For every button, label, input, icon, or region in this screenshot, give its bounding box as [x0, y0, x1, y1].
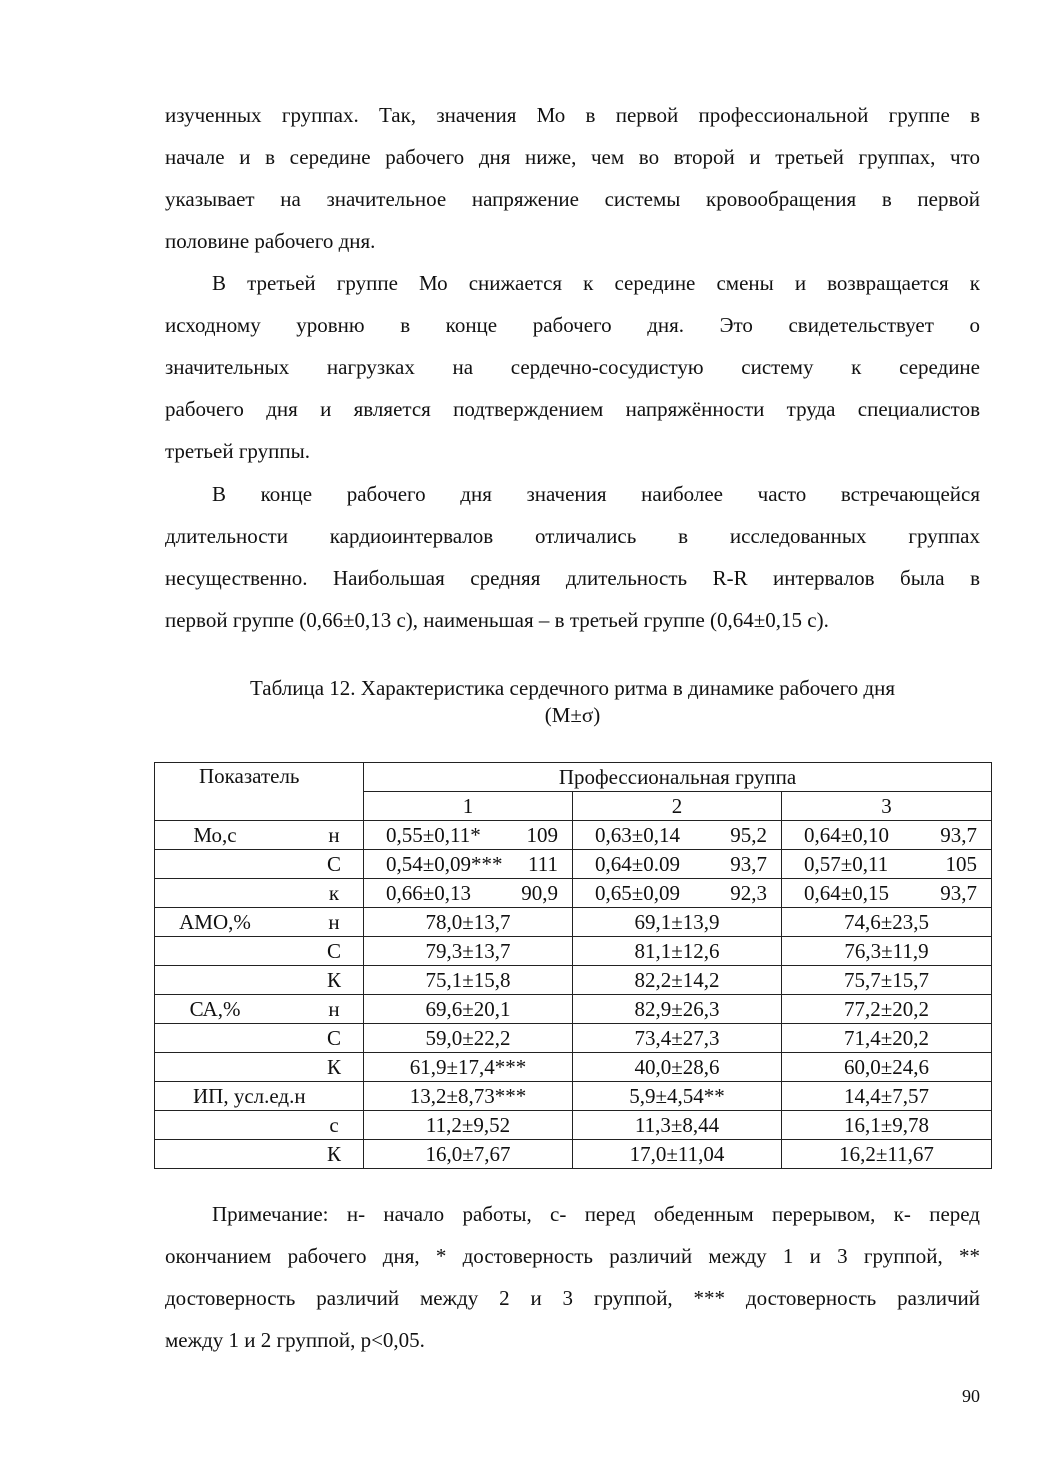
group-2-value-cell: 82,2±14,2 [573, 966, 782, 995]
text-line: половине рабочего дня. [165, 229, 376, 253]
table-row [155, 1082, 992, 1111]
value: 0,57±0,11 [804, 852, 889, 876]
group-3-value-cell [782, 879, 992, 908]
percent-value: 93,7 [940, 881, 978, 905]
page-number: 90 [962, 1386, 980, 1406]
group-3-value-cell: 74,6±23,5 [782, 908, 992, 937]
group-2-value-cell: 17,0±11,04 [573, 1140, 782, 1169]
group-2-value-cell: 5,9±4,54** [573, 1082, 782, 1111]
group-1-value-cell [364, 850, 573, 879]
value: 0,64±0,15 [804, 881, 890, 905]
group-3-value-cell: 75,7±15,7 [782, 966, 992, 995]
group-3-value-cell: 16,2±11,67 [782, 1140, 992, 1169]
group-1-value-cell: 11,2±9,52 [364, 1111, 573, 1140]
group-1-value-cell: 59,0±22,2 [364, 1024, 573, 1053]
group-2-value-cell: 69,1±13,9 [573, 908, 782, 937]
indicator-cell [155, 850, 364, 879]
table-row [155, 1140, 992, 1169]
table-header-row [155, 763, 992, 792]
group-1-value-cell: 16,0±7,67 [364, 1140, 573, 1169]
time-point-label: С [326, 939, 341, 963]
indicator-cell [155, 995, 364, 1024]
text-line: В третьей группе Мо снижается к середине смены и возвращается к [212, 271, 980, 295]
indicator-cell [155, 937, 364, 966]
caption-line: Таблица 12. Характеристика сердечного ритма в динамике рабочего дня [249, 676, 896, 700]
indicator-cell [155, 1111, 364, 1140]
paragraph-2 [165, 262, 980, 472]
table-caption [155, 675, 990, 729]
indicator-label: ИП, усл.ед.н [193, 1084, 306, 1108]
text-line: изученных группах. Так, значения Мо в первой профессиональной группе в [165, 103, 980, 127]
group-2-value-cell: 73,4±27,3 [573, 1024, 782, 1053]
time-point-label: С [326, 1026, 341, 1050]
data-table [154, 762, 992, 1169]
group-3-value-cell: 14,4±7,57 [782, 1082, 992, 1111]
group-2-value-cell: 81,1±12,6 [573, 937, 782, 966]
table-row [155, 908, 992, 937]
time-point-label: н [328, 823, 340, 847]
table-row [155, 1024, 992, 1053]
indicator-cell [155, 1024, 364, 1053]
percent-value: 93,7 [940, 823, 978, 847]
text-line: рабочего дня и является подтверждением напряжённости труда специалистов [165, 397, 980, 421]
value: 0,64±0,10 [804, 823, 890, 847]
indicator-label: СА,% [189, 997, 241, 1021]
text-line: В конце рабочего дня значения наиболее часто встречающейся [212, 482, 980, 506]
percent-value: 90,9 [521, 881, 558, 905]
time-point-label: н [328, 910, 340, 934]
text-line: несущественно. Наибольшая средняя длительность R-R интервалов была в [165, 566, 980, 590]
text-line: третьей группы. [165, 439, 310, 463]
group-1-value-cell: 75,1±15,8 [364, 966, 573, 995]
time-point-label: с [329, 1113, 339, 1137]
group-1-value-cell [364, 821, 573, 850]
percent-value: 105 [945, 852, 978, 876]
paragraph-3 [165, 473, 980, 641]
time-point-label: н [328, 997, 340, 1021]
table-row [155, 1111, 992, 1140]
group-3-value-cell: 16,1±9,78 [782, 1111, 992, 1140]
text-line: достоверность различий между 2 и 3 группой, *** достоверность различий [165, 1286, 980, 1310]
group-3-value-cell: 77,2±20,2 [782, 995, 992, 1024]
group-2-value-cell: 40,0±28,6 [573, 1053, 782, 1082]
indicator-cell [155, 1053, 364, 1082]
percent-value: 93,7 [730, 852, 767, 876]
percent-value: 92,3 [730, 881, 767, 905]
text-line: указывает на значительное напряжение системы кровообращения в первой [165, 187, 980, 211]
value: 0,55±0,11* [386, 823, 481, 847]
group-1-value-cell: 79,3±13,7 [364, 937, 573, 966]
value: 0,66±0,13 [386, 881, 472, 905]
table-row [155, 879, 992, 908]
percent-value: 111 [528, 852, 558, 876]
group-3-value-cell: 76,3±11,9 [782, 937, 992, 966]
indicator-label: Мо,с [193, 823, 237, 847]
indicator-cell [155, 908, 364, 937]
header-group-1: 1 [364, 792, 573, 821]
table-note [165, 1193, 980, 1361]
group-2-value-cell [573, 879, 782, 908]
text-line: первой группе (0,66±0,13 с), наименьшая – в третьей группе (0,64±0,15 с). [165, 608, 829, 632]
indicator-cell [155, 966, 364, 995]
value: 0,54±0,09*** [386, 852, 503, 876]
percent-value: 95,2 [730, 823, 767, 847]
text-line: Примечание: н- начало работы, с- перед обеденным перерывом, к- перед [212, 1202, 980, 1226]
percent-value: 109 [526, 823, 558, 847]
indicator-cell [155, 821, 364, 850]
group-1-value-cell: 61,9±17,4*** [364, 1053, 573, 1082]
time-point-label: К [326, 1142, 341, 1166]
group-1-value-cell [364, 879, 573, 908]
group-3-value-cell [782, 850, 992, 879]
table-row [155, 821, 992, 850]
table-row [155, 937, 992, 966]
value: 0,63±0,14 [595, 823, 681, 847]
indicator-label: АМО,% [179, 910, 251, 934]
indicator-cell [155, 1082, 364, 1111]
time-point-label: С [326, 852, 341, 876]
header-group: Профессиональная группа [364, 763, 992, 792]
group-3-value-cell: 60,0±24,6 [782, 1053, 992, 1082]
indicator-cell [155, 1140, 364, 1169]
time-point-label: К [326, 968, 341, 992]
value: 0,65±0,09 [595, 881, 681, 905]
group-2-value-cell: 11,3±8,44 [573, 1111, 782, 1140]
text-line: начале и в середине рабочего дня ниже, чем во второй и третьей группах, что [165, 145, 980, 169]
header-indicator: Показатель [155, 763, 364, 821]
group-2-value-cell: 82,9±26,3 [573, 995, 782, 1024]
group-3-value-cell: 71,4±20,2 [782, 1024, 992, 1053]
table-row [155, 966, 992, 995]
caption-line: (М±σ) [544, 703, 601, 727]
text-line: окончанием рабочего дня, * достоверность различий между 1 и 3 группой, ** [165, 1244, 980, 1268]
indicator-cell [155, 879, 364, 908]
group-3-value-cell [782, 821, 992, 850]
group-2-value-cell [573, 821, 782, 850]
group-2-value-cell [573, 850, 782, 879]
group-1-value-cell: 69,6±20,1 [364, 995, 573, 1024]
header-group-3: 3 [782, 792, 992, 821]
time-point-label: К [326, 1055, 341, 1079]
group-1-value-cell: 78,0±13,7 [364, 908, 573, 937]
text-line: длительности кардиоинтервалов отличались в исследованных группах [165, 524, 980, 548]
group-1-value-cell: 13,2±8,73*** [364, 1082, 573, 1111]
paragraph-1 [165, 94, 980, 262]
text-line: значительных нагрузках на сердечно-сосудистую систему к середине [165, 355, 980, 379]
time-point-label: к [328, 881, 340, 905]
table-row [155, 850, 992, 879]
text-line: исходному уровню в конце рабочего дня. Это свидетельствует о [165, 313, 980, 337]
text-line: между 1 и 2 группой, p<0,05. [165, 1328, 425, 1352]
value: 0,64±0.09 [595, 852, 681, 876]
header-group-2: 2 [573, 792, 782, 821]
table-row [155, 1053, 992, 1082]
table-row [155, 995, 992, 1024]
